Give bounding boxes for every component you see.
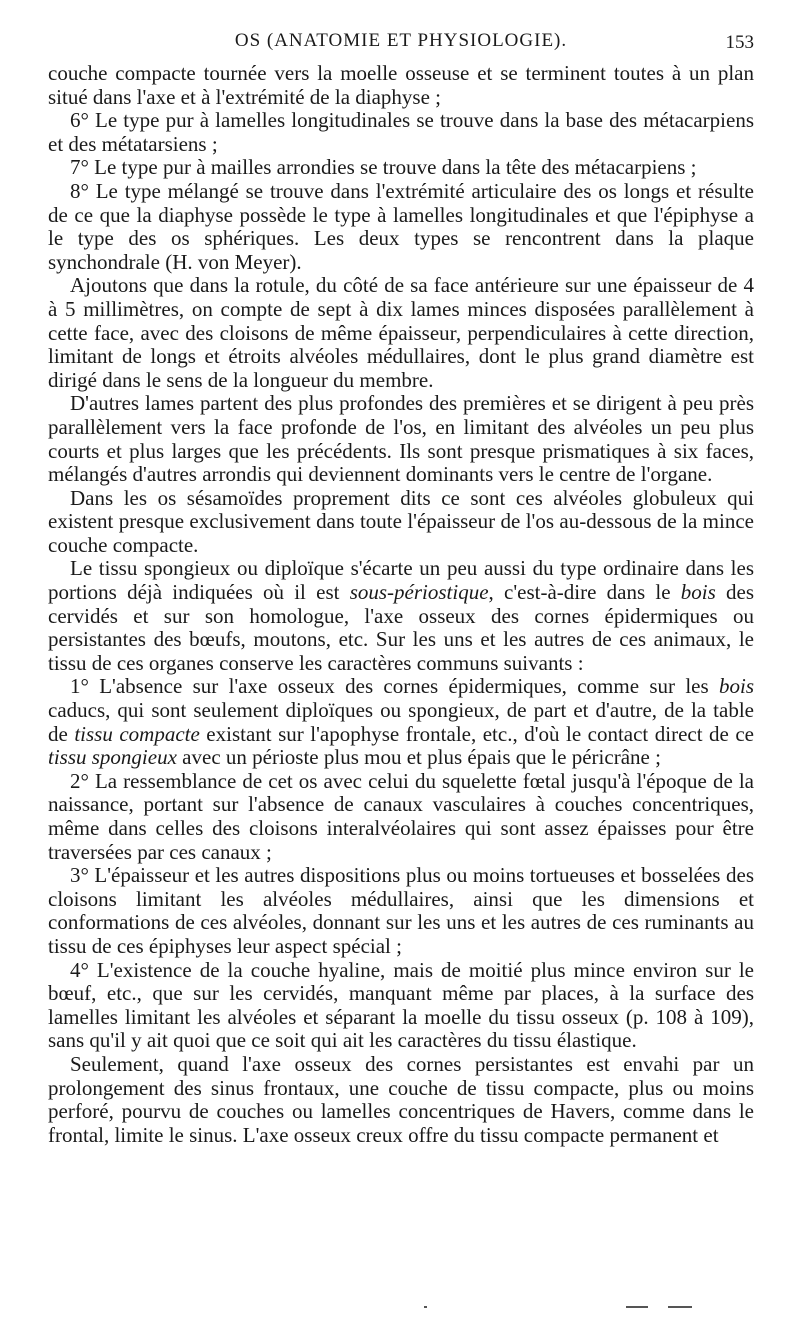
paragraph-item-1: [48, 675, 754, 769]
body-text: [48, 62, 754, 1147]
paragraph-item-4: 4° L'existence de la couche hyaline, mais de moitié plus mince environ sur le bœuf, etc., que sur les cervidés, manquant même par places, à la surface des lamelles limitant les alvéoles et séparant la moelle du tissu osseux (p. 108 à 109), sans qu'il y ait quoi que ce soit qui ait les caractères du tissu élastique.: [48, 957, 754, 1053]
text-run: existant sur l'apophyse frontale, etc., d'où le contact direct de ce: [199, 721, 755, 746]
running-title: OS (ANATOMIE ET PHYSIOLOGIE).: [234, 30, 568, 51]
paragraph-rotule: Ajoutons que dans la rotule, du côté de sa face antérieure sur une épaisseur de 4 à 5 millimètres, on compte de sept à dix lames minces disposées parallèlement à cette face, avec des cloisons de même épaisseur, perpendiculaires à cette direction, limitant de longs et étroits alvéoles médullaires, dont le plus grand diamètre est dirigé dans le sens de la longueur du membre.: [48, 273, 754, 392]
paragraph-item-2: 2° La ressemblance de cet os avec celui du squelette fœtal jusqu'à l'époque de la naissance, portant sur l'absence de canaux vasculaires à couches concentriques, même dans celles des cloisons interalvéolaires qui sont assez épaisses pour être traversées par ces canaux ;: [48, 768, 754, 864]
italic-term: tissu compacte: [74, 721, 200, 746]
paragraph-autres-lames: D'autres lames partent des plus profondes des premières et se dirigent à peu près parallèlement vers la face profonde de l'os, en limitant des alvéoles un peu plus courts et plus larges que les précédents. Ils sont presque prismatiques à six faces, mélangés d'autres arrondis qui deviennent dominants vers le centre de l'organe.: [48, 391, 754, 487]
text-run: avec un périoste plus mou et plus épais que le péricrâne ;: [176, 745, 661, 770]
italic-term: tissu spongieux: [48, 745, 177, 770]
italic-term: bois: [680, 580, 716, 605]
italic-term: sous-périostique: [349, 580, 489, 605]
page-number: 153: [725, 32, 754, 53]
paragraph-item-6: 6° Le type pur à lamelles longitudinales se trouve dans la base des métacarpiens et des métatarsiens ;: [48, 108, 754, 156]
paragraph-item-8: 8° Le type mélangé se trouve dans l'extrémité articulaire des os longs et résulte de ce que la diaphyse possède le type à lamelles longitudinales et que l'épiphyse a le type des os sphériques. Les deux types se rencontrent dans la plaque synchondrale (H. von Meyer).: [48, 178, 754, 274]
print-mark: [424, 1306, 427, 1308]
paragraph-continuation: couche compacte tournée vers la moelle osseuse et se terminent toutes à un plan situé dans l'axe et à l'extrémité de la diaphyse ;: [48, 61, 754, 109]
paragraph-tissu-spongieux: [48, 557, 754, 675]
print-mark: [668, 1306, 692, 1308]
paragraph-sesamoides: Dans les os sésamoïdes proprement dits ce sont ces alvéoles globuleux qui existent presque exclusivement dans toute l'épaisseur de l'os au-dessous de la mince couche compacte.: [48, 485, 754, 557]
print-mark: [626, 1306, 648, 1308]
text-run: des cervidés et sur son homologue, l'axe osseux des cornes épidermiques ou persistantes des bœufs, moutons, etc. Sur les uns et les autres de ces animaux, le tissu de ces organes conserve les caractères communs suivants :: [48, 580, 754, 675]
paragraph-item-7: 7° Le type pur à mailles arrondies se trouve dans la tête des métacarpiens ;: [70, 155, 697, 180]
text-run: 1° L'absence sur l'axe osseux des cornes épidermiques, comme sur les: [70, 674, 719, 699]
text-run: Le tissu spongieux ou diploïque s'écarte un peu aussi du type ordinaire dans les portions déjà indiquées où il est: [48, 556, 754, 605]
text-run: , c'est-à-dire dans le: [488, 580, 681, 605]
footer-print-marks: [420, 1306, 700, 1310]
paragraph-seulement: Seulement, quand l'axe osseux des cornes persistantes est envahi par un prolongement des sinus frontaux, une couche de tissu compacte, plus ou moins perforé, pourvu de couches ou lamelles concentriques de Havers, comme dans le frontal, limite le sinus. L'axe osseux creux offre du tissu compacte permanent et: [48, 1051, 754, 1147]
italic-term: bois: [718, 674, 754, 699]
paragraph-item-3: 3° L'épaisseur et les autres dispositions plus ou moins tortueuses et bosselées des cloisons limitant les alvéoles médullaires, ainsi que les dimensions et conformations de ces alvéoles, donnant sur les uns et les autres de ces ruminants au tissu de ces épiphyses leur aspect spécial ;: [48, 863, 754, 958]
page-header: [48, 30, 754, 58]
text-run: caducs, qui sont seulement diploïques ou spongieux, de part et d'autre, de la table de: [48, 698, 754, 746]
